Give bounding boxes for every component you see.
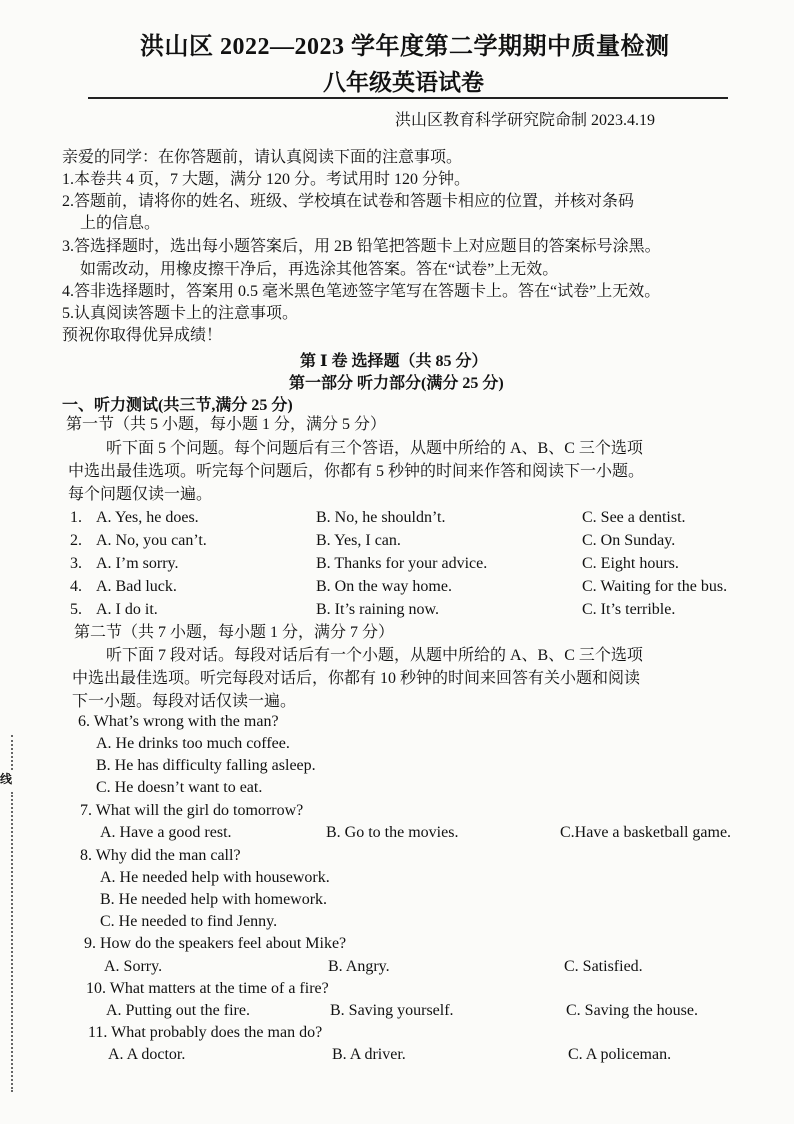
q7-option-c: C.Have a basketball game. <box>560 824 732 841</box>
q2-option-a: A. No, you can’t. <box>96 532 207 549</box>
q11-option-b: B. A driver. <box>332 1046 406 1063</box>
q8-option-a: A. He needed help with housework. <box>100 869 330 886</box>
sub2-instr-1: 听下面 7 段对话。每段对话后有一个小题，从题中所给的 A、B、C 三个选项 <box>106 647 643 664</box>
q3-option-a: A. I’m sorry. <box>96 555 179 572</box>
q11-option-c: C. A policeman. <box>568 1046 672 1063</box>
notice-line-2b: 上的信息。 <box>80 215 161 232</box>
volume-title: 第 Ⅰ 卷 选择题（共 85 分） <box>300 353 488 370</box>
q3-option-b: B. Thanks for your advice. <box>316 555 488 572</box>
binding-dotted-line-top <box>11 735 13 770</box>
q4-option-a: A. Bad luck. <box>96 578 177 595</box>
part-title: 第一部分 听力部分(满分 25 分) <box>289 375 504 392</box>
sub1-instr-2: 中选出最佳选项。听完每个问题后，你都有 5 秒钟的时间来作答和阅读下一小题。 <box>68 463 645 480</box>
q3-option-c: C. Eight hours. <box>582 555 679 572</box>
q1-option-a: A. Yes, he does. <box>96 509 199 526</box>
q9-option-b: B. Angry. <box>328 958 390 975</box>
sub2-instr-3: 下一小题。每段对话仅读一遍。 <box>72 693 297 710</box>
q10-option-a: A. Putting out the fire. <box>106 1002 250 1019</box>
q6-option-a: A. He drinks too much coffee. <box>96 735 290 752</box>
header-divider <box>88 97 728 99</box>
q2-option-c: C. On Sunday. <box>582 532 676 549</box>
notice-line-2: 2.答题前，请将你的姓名、班级、学校填在试卷和答题卡相应的位置，并核对条码 <box>62 193 635 210</box>
q7-option-b: B. Go to the movies. <box>326 824 459 841</box>
q10-option-b: B. Saving yourself. <box>330 1002 454 1019</box>
sub1-heading: 第一节（共 5 小题，每小题 1 分，满分 5 分） <box>66 416 387 433</box>
sub1-instr-3: 每个问题仅读一遍。 <box>68 486 213 503</box>
q4-number: 4. <box>70 578 82 595</box>
notice-line-4: 4.答非选择题时，答案用 0.5 毫米黑色笔迹签字笔写在答题卡上。答在“试卷”上无效。 <box>62 283 661 300</box>
binding-dotted-line <box>11 792 13 1092</box>
notice-line-5: 5.认真阅读答题卡上的注意事项。 <box>62 305 299 322</box>
q8-stem: 8. Why did the man call? <box>80 847 241 864</box>
q6-stem: 6. What’s wrong with the man? <box>78 713 279 730</box>
notice-greeting: 亲爱的同学：在你答题前，请认真阅读下面的注意事项。 <box>62 149 463 166</box>
q8-option-b: B. He needed help with homework. <box>100 891 328 908</box>
q5-option-c: C. It’s terrible. <box>582 601 676 618</box>
section-heading: 一、听力测试(共三节,满分 25 分) <box>62 397 293 414</box>
q9-option-a: A. Sorry. <box>104 958 163 975</box>
q9-stem: 9. How do the speakers feel about Mike? <box>84 935 347 952</box>
q10-option-c: C. Saving the house. <box>566 1002 698 1019</box>
q7-stem: 7. What will the girl do tomorrow? <box>80 802 304 819</box>
q5-option-b: B. It’s raining now. <box>316 601 439 618</box>
q10-stem: 10. What matters at the time of a fire? <box>86 980 329 997</box>
sub1-instr-1: 听下面 5 个问题。每个问题后有三个答语，从题中所给的 A、B、C 三个选项 <box>106 440 643 457</box>
q4-option-c: C. Waiting for the bus. <box>582 578 728 595</box>
q1-option-c: C. See a dentist. <box>582 509 686 526</box>
q5-option-a: A. I do it. <box>96 601 158 618</box>
q11-option-a: A. A doctor. <box>108 1046 186 1063</box>
notice-line-3b: 如需改动，用橡皮擦干净后，再选涂其他答案。答在“试卷”上无效。 <box>80 261 559 278</box>
q4-option-b: B. On the way home. <box>316 578 452 595</box>
q6-option-b: B. He has difficulty falling asleep. <box>96 757 316 774</box>
q1-option-b: B. No, he shouldn’t. <box>316 509 446 526</box>
sub2-instr-2: 中选出最佳选项。听完每段对话后，你都有 10 秒钟的时间来回答有关小题和阅读 <box>72 670 641 687</box>
notice-line-3: 3.答选择题时，选出每小题答案后，用 2B 铅笔把答题卡上对应题目的答案标号涂黑。 <box>62 238 661 255</box>
sub2-heading: 第二节（共 7 小题，每小题 1 分，满分 7 分） <box>74 624 395 641</box>
q9-option-c: C. Satisfied. <box>564 958 643 975</box>
exam-subtitle: 八年级英语试卷 <box>323 70 484 95</box>
q3-number: 3. <box>70 555 82 572</box>
q5-number: 5. <box>70 601 82 618</box>
q2-number: 2. <box>70 532 82 549</box>
q2-option-b: B. Yes, I can. <box>316 532 401 549</box>
q6-option-c: C. He doesn’t want to eat. <box>96 779 263 796</box>
q7-option-a: A. Have a good rest. <box>100 824 232 841</box>
issuer-line: 洪山区教育科学研究院命制 2023.4.19 <box>395 112 656 129</box>
q1-number: 1. <box>70 509 82 526</box>
exam-title: 洪山区 2022—2023 学年度第二学期期中质量检测 <box>140 34 670 60</box>
notice-line-1: 1.本卷共 4 页，7 大题，满分 120 分。考试用时 120 分钟。 <box>62 171 471 188</box>
binding-line-char: 线 <box>0 772 13 786</box>
notice-wish: 预祝你取得优异成绩！ <box>62 327 223 344</box>
q8-option-c: C. He needed to find Jenny. <box>100 913 278 930</box>
q11-stem: 11. What probably does the man do? <box>88 1024 323 1041</box>
